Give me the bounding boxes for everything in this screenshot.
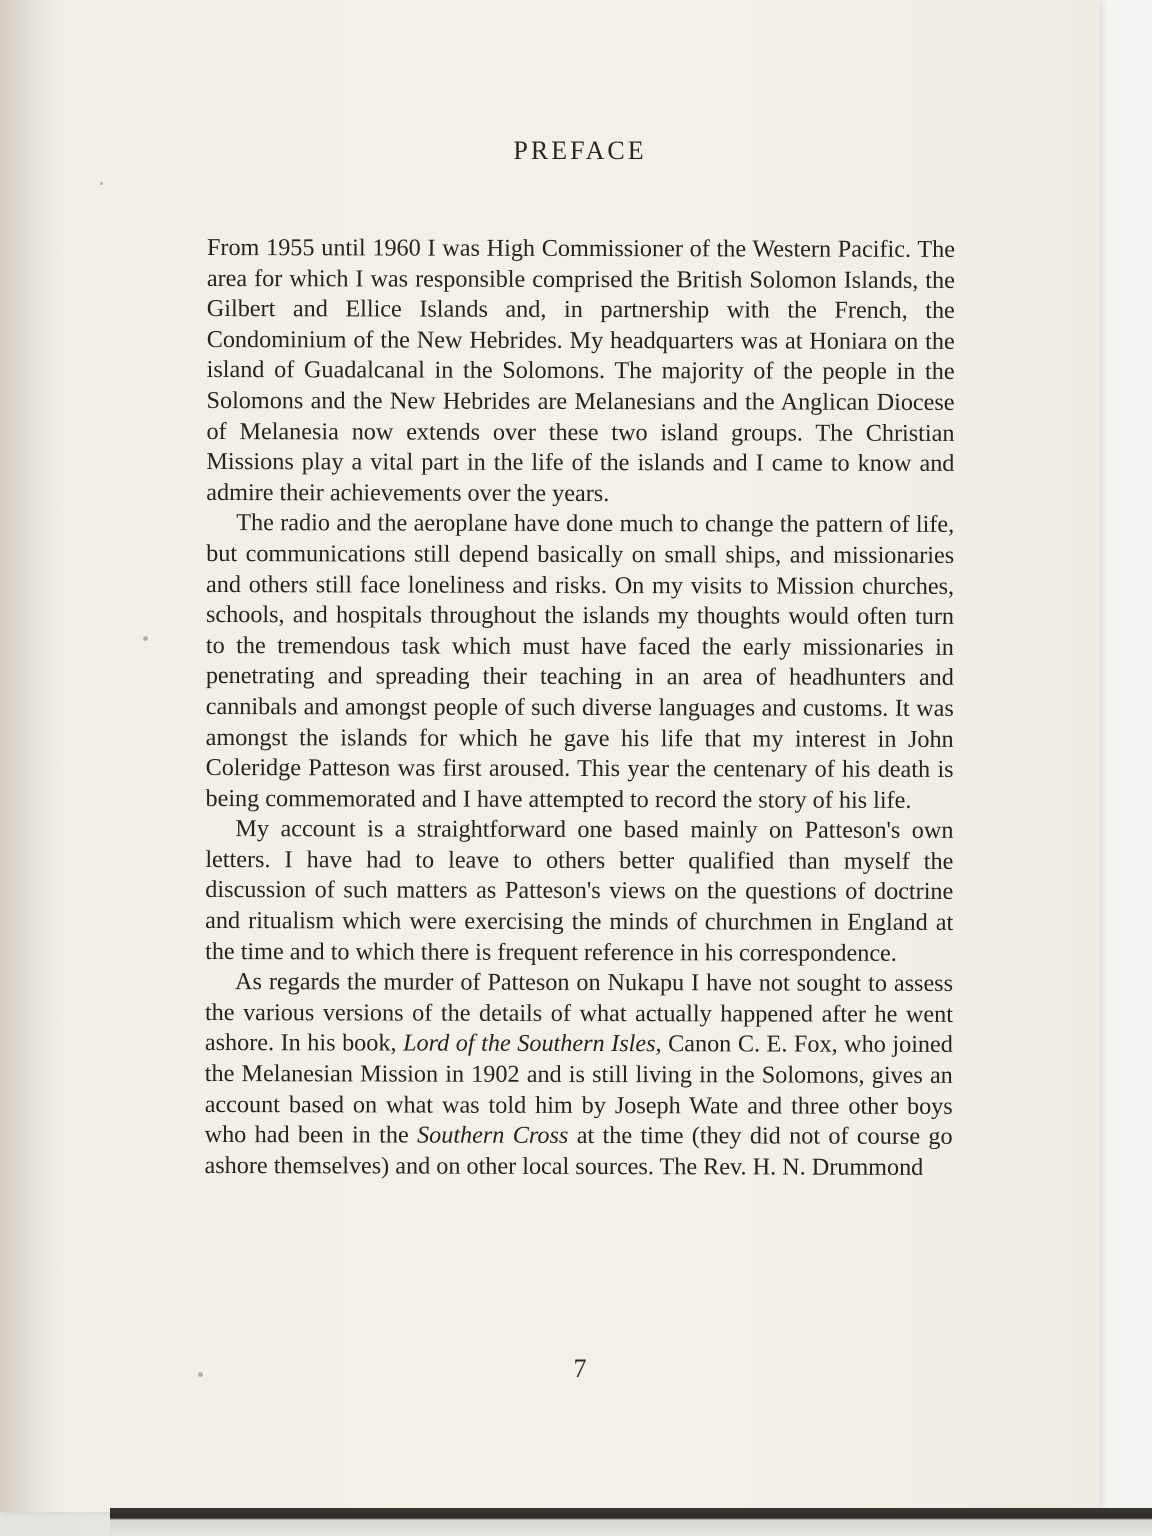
paragraph-2: The radio and the aeroplane have done much to change the pattern of life, but communications still depend basically on small ships, and missionaries and others still face loneliness and risks. On my visits to Mission churches, schools, and hospitals throughout the islands my thoughts would often turn to the tremendous task which must have faced the early missionaries in penetrating and spreading their teaching in an area of headhunters and cannibals and amongst people of such diverse languages and customs. It was amongst the islands for which he gave his life that my interest in John Coleridge Patteson was first aroused. This year the centenary of his death is being commemorated and I have attempted to record the story of his life. (205, 509, 955, 814)
page-number: 7 (573, 1354, 587, 1383)
book-title: Lord of the Southern Isles (403, 1029, 656, 1058)
paragraph-4-text-a: As regards the murder of Patteson on Nukapu I have not sought to assess the various versions of the details of what actually happened after he went ashore. In his book, (204, 968, 954, 1057)
paragraph-1: From 1955 until 1960 I was High Commissioner of the Western Pacific. The area for which I was responsible comprised the British Solomon Islands, the Gilbert and Ellice Islands and, in partnership with the French, the Condominium of the New Hebrides. My headquarters was at Honiara on the island of Guadalcanal in the Solomons. The majority of the people in the Solomons and the New Hebrides are Melanesians and the Anglican Diocese of Melanesia now extends over these two island groups. The Christian Missions play a vital part in the life of the islands and I came to know and admire their achievements over the years. (206, 234, 955, 507)
preface-body (205, 233, 955, 1183)
ship-name: Southern Cross (417, 1121, 569, 1150)
paragraph-4-text-b: , Canon C. E. Fox, who joined the Melanesian Mission in 1902 and is still living in the Solomons, gives an account based on what was told him by Joseph Wate and three other boys who had been in the (204, 1030, 953, 1149)
paper-speck (100, 182, 103, 185)
paper-speck (198, 1372, 203, 1377)
paragraph-4-text-c: at the time (they did not of course go ashore themselves) and on other local sources. The Rev. H. N. Drummond (204, 1122, 953, 1181)
paragraph-3: My account is a straightforward one based mainly on Patteson's own letters. I have had to leave to others better qualified than myself the discussion of such matters as Patteson's views on the questions of doctrine and ritualism which were exercising the minds of churchmen in England at the time and to which there is frequent reference in his correspondence. (205, 815, 954, 967)
page-gutter-shadow (0, 0, 60, 1512)
paper-speck (143, 636, 148, 641)
preface-heading: PREFACE (513, 136, 647, 165)
book-edge (110, 1508, 1152, 1536)
paragraph-4 (205, 967, 954, 1183)
